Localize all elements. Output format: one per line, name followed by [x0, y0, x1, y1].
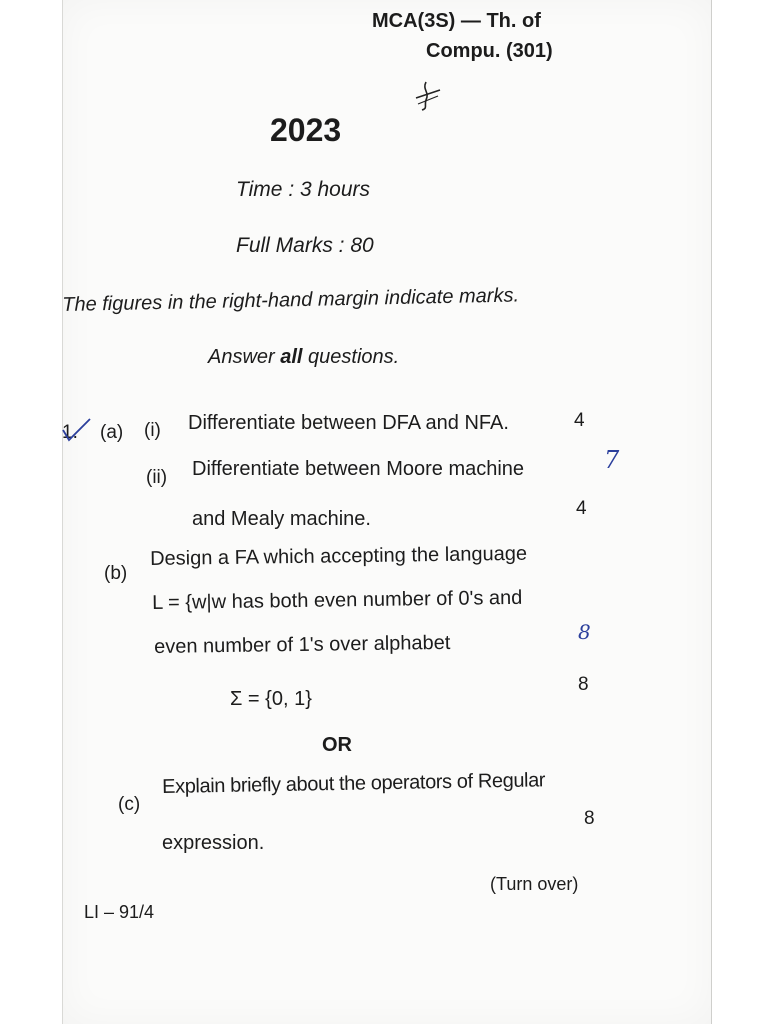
part-c-text-line2: expression.	[162, 832, 265, 854]
part-a-ii-text-line1: Differentiate between Moore machine	[192, 458, 525, 480]
part-b-marks: 8	[578, 674, 589, 695]
or-separator: OR	[322, 734, 352, 756]
handwritten-mark-seven: 7	[604, 446, 620, 474]
course-title-line2: Compu. (301)	[426, 40, 553, 62]
signature-mark	[408, 78, 448, 114]
part-b-text-line4: Σ = {0, 1}	[230, 688, 312, 710]
part-c-text-line1: Explain briefly about the operators of Regular	[162, 769, 546, 798]
marks-note: The figures in the right-hand margin indicate marks.	[62, 284, 520, 316]
instruction-suffix: questions.	[302, 346, 400, 368]
part-a-ii-marks: 4	[576, 498, 587, 519]
exam-time: Time : 3 hours	[236, 178, 371, 201]
part-a-i-marks: 4	[574, 410, 585, 431]
instruction-bold: all	[280, 346, 303, 368]
part-c-marks: 8	[584, 808, 595, 829]
part-a-ii-label: (ii)	[146, 467, 168, 488]
tick-mark	[60, 416, 94, 444]
paper-code: LI – 91/4	[84, 902, 155, 922]
part-a-i-label: (i)	[144, 420, 161, 441]
part-b-text-line2: L = {w|w has both even number of 0's and	[152, 586, 523, 614]
instruction	[208, 346, 399, 369]
exam-full-marks: Full Marks : 80	[236, 234, 374, 257]
handwritten-mark-eight: 8	[578, 620, 591, 644]
part-b-label: (b)	[104, 563, 128, 584]
course-title-line1: MCA(3S) — Th. of	[372, 10, 541, 32]
part-a-i-text: Differentiate between DFA and NFA.	[188, 412, 509, 434]
exam-year: 2023	[270, 112, 342, 148]
instruction-prefix: Answer	[208, 346, 281, 368]
question-number: 1.	[62, 422, 78, 443]
part-b-text-line1: Design a FA which accepting the language	[150, 542, 528, 570]
exam-paper-page	[62, 0, 712, 1024]
part-c-label: (c)	[118, 794, 141, 815]
part-b-text-line3: even number of 1's over alphabet	[154, 631, 451, 658]
part-a-ii-text-line2: and Mealy machine.	[192, 508, 371, 530]
part-a-label: (a)	[100, 422, 124, 443]
turn-over-note: (Turn over)	[490, 874, 579, 894]
